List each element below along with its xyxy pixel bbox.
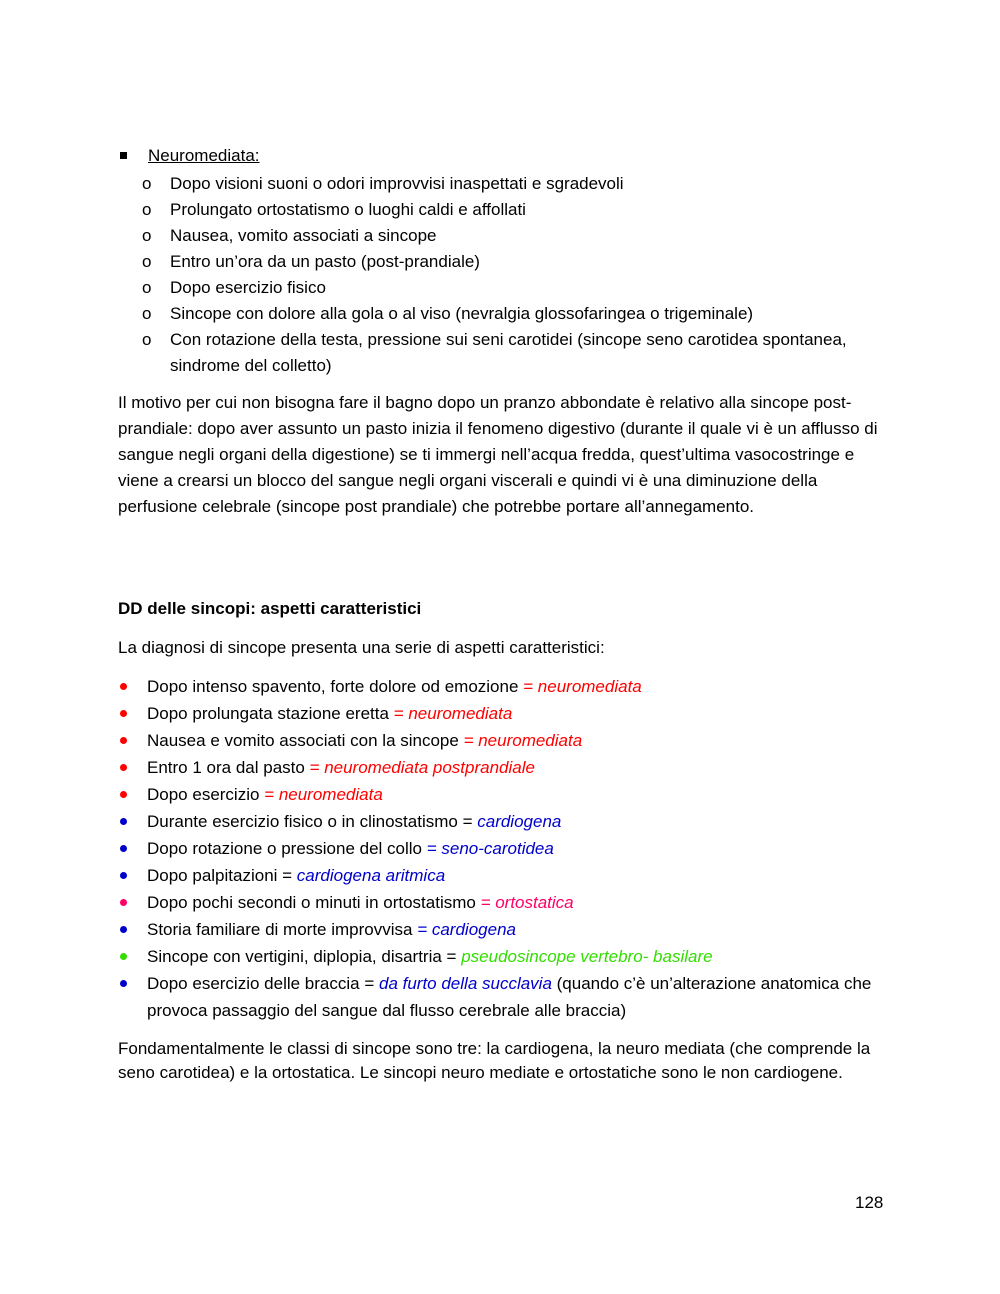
dot-bullet-icon xyxy=(120,818,127,825)
list-item-text: Dopo visioni suoni o odori improvvisi inaspettati e sgradevoli xyxy=(170,174,624,193)
neuromediata-list-item xyxy=(140,327,900,379)
list-item-text: Entro un’ora da un pasto (post-prandiale) xyxy=(170,252,480,271)
list-item-text: Nausea, vomito associati a sincope xyxy=(170,226,437,245)
list-item-text: Dopo esercizio fisico xyxy=(170,278,326,297)
list-item-text: Prolungato ortostatismo o luoghi caldi e affollati xyxy=(170,200,526,219)
item-classification: = ortostatica xyxy=(480,893,574,912)
item-text: Nausea e vomito associati con la sincope xyxy=(147,731,464,750)
dot-bullet-icon xyxy=(120,953,127,960)
paragraph-classi-sincope: Fondamentalmente le classi di sincope sono tre: la cardiogena, la neuro mediata (che comprende la seno carotidea) e la ortostatica. Le sincopi neuro mediate e ortostatiche sono le non cardiogene. xyxy=(118,1039,871,1082)
dot-bullet-icon xyxy=(120,845,127,852)
dot-bullet-icon xyxy=(120,980,127,987)
item-text: Durante esercizio fisico o in clinostatismo = xyxy=(147,812,478,831)
dd-list-item xyxy=(118,862,888,889)
dot-bullet-icon xyxy=(120,926,127,933)
dot-bullet-icon xyxy=(120,872,127,879)
dd-list-item xyxy=(118,808,888,835)
item-classification: = neuromediata xyxy=(264,785,383,804)
dd-list-item xyxy=(118,970,888,1024)
neuromediata-heading xyxy=(120,145,900,167)
item-text: Dopo palpitazioni = xyxy=(147,866,297,885)
list-item-text: Con rotazione della testa, pressione sui seni carotidei (sincope seno carotidea spontanea, sindrome del colletto) xyxy=(170,330,847,375)
neuromediata-list-item xyxy=(140,223,900,249)
dd-list-item xyxy=(118,754,888,781)
dot-bullet-icon xyxy=(120,764,127,771)
neuromediata-list-item xyxy=(140,301,900,327)
circle-bullet-icon: o xyxy=(142,304,152,323)
dd-list-item xyxy=(118,781,888,808)
item-text: Dopo intenso spavento, forte dolore od emozione xyxy=(147,677,524,696)
item-text: Dopo rotazione o pressione del collo xyxy=(147,839,427,858)
circle-bullet-icon: o xyxy=(142,252,152,271)
dd-list-item xyxy=(118,943,888,970)
item-note: (quando c’è un’alterazione anatomica che provoca passaggio del sangue dal flusso cerebrale alle braccia) xyxy=(147,974,872,1020)
neuromediata-list-item xyxy=(140,197,900,223)
item-classification: = neuromediata xyxy=(393,704,513,723)
square-bullet-icon xyxy=(120,152,127,159)
dd-list-item xyxy=(118,916,888,943)
dd-sincopi-list xyxy=(118,673,888,1024)
dot-bullet-icon xyxy=(120,791,127,798)
dd-sincopi-heading: DD delle sincopi: aspetti caratteristici xyxy=(118,599,422,618)
neuromediata-list xyxy=(140,171,900,379)
dd-sincopi-intro: La diagnosi di sincope presenta una serie di aspetti caratteristici: xyxy=(118,638,605,657)
dot-bullet-icon xyxy=(120,710,127,717)
item-text: Dopo pochi secondi o minuti in ortostatismo xyxy=(147,893,481,912)
neuromediata-label: Neuromediata: xyxy=(148,146,260,165)
item-text: Entro 1 ora dal pasto xyxy=(147,758,310,777)
item-classification: = neuromediata postprandiale xyxy=(309,758,535,777)
item-classification: pseudosincope vertebro- basilare xyxy=(461,947,713,966)
dot-bullet-icon xyxy=(120,899,127,906)
dd-list-item xyxy=(118,727,888,754)
item-text: Sincope con vertigini, diplopia, disartria = xyxy=(147,947,462,966)
paragraph-postprandial: Il motivo per cui non bisogna fare il bagno dopo un pranzo abbondate è relativo alla sincope post-prandiale: dopo aver assunto un pasto inizia il fenomeno digestivo (durante il quale vi è un afflusso di sangue negli organi della digestione) se ti immergi nell’acqua fredda, quest’ultima vasocostringe e viene a crearsi un blocco del sangue negli organi viscerali e quindi vi è una diminuzione della perfusione celebrale (sincope post prandiale) che potrebbe portare all’annegamento. xyxy=(118,393,878,516)
dd-list-item xyxy=(118,700,888,727)
dot-bullet-icon xyxy=(120,683,127,690)
circle-bullet-icon: o xyxy=(142,278,152,297)
list-item-text: Sincope con dolore alla gola o al viso (nevralgia glossofaringea o trigeminale) xyxy=(170,304,754,323)
circle-bullet-icon: o xyxy=(142,226,152,245)
item-text: Storia familiare di morte improvvisa xyxy=(147,920,418,939)
circle-bullet-icon: o xyxy=(142,330,152,349)
item-classification: = neuromediata xyxy=(463,731,583,750)
page-number: 128 xyxy=(855,1193,884,1212)
item-text: Dopo esercizio delle braccia = xyxy=(147,974,379,993)
item-text: Dopo esercizio xyxy=(147,785,265,804)
item-text: Dopo prolungata stazione eretta xyxy=(147,704,394,723)
item-classification: = seno-carotidea xyxy=(426,839,554,858)
dd-list-item xyxy=(118,673,888,700)
item-classification: = neuromediata xyxy=(523,677,642,696)
circle-bullet-icon: o xyxy=(142,200,152,219)
circle-bullet-icon: o xyxy=(142,174,152,193)
dot-bullet-icon xyxy=(120,737,127,744)
item-classification: = cardiogena xyxy=(417,920,516,939)
item-classification: cardiogena aritmica xyxy=(296,866,446,885)
item-classification: cardiogena xyxy=(477,812,562,831)
neuromediata-list-item xyxy=(140,275,900,301)
item-classification: da furto della succlavia xyxy=(378,974,552,993)
dd-list-item xyxy=(118,835,888,862)
neuromediata-list-item xyxy=(140,171,900,197)
dd-list-item xyxy=(118,889,888,916)
neuromediata-list-item xyxy=(140,249,900,275)
